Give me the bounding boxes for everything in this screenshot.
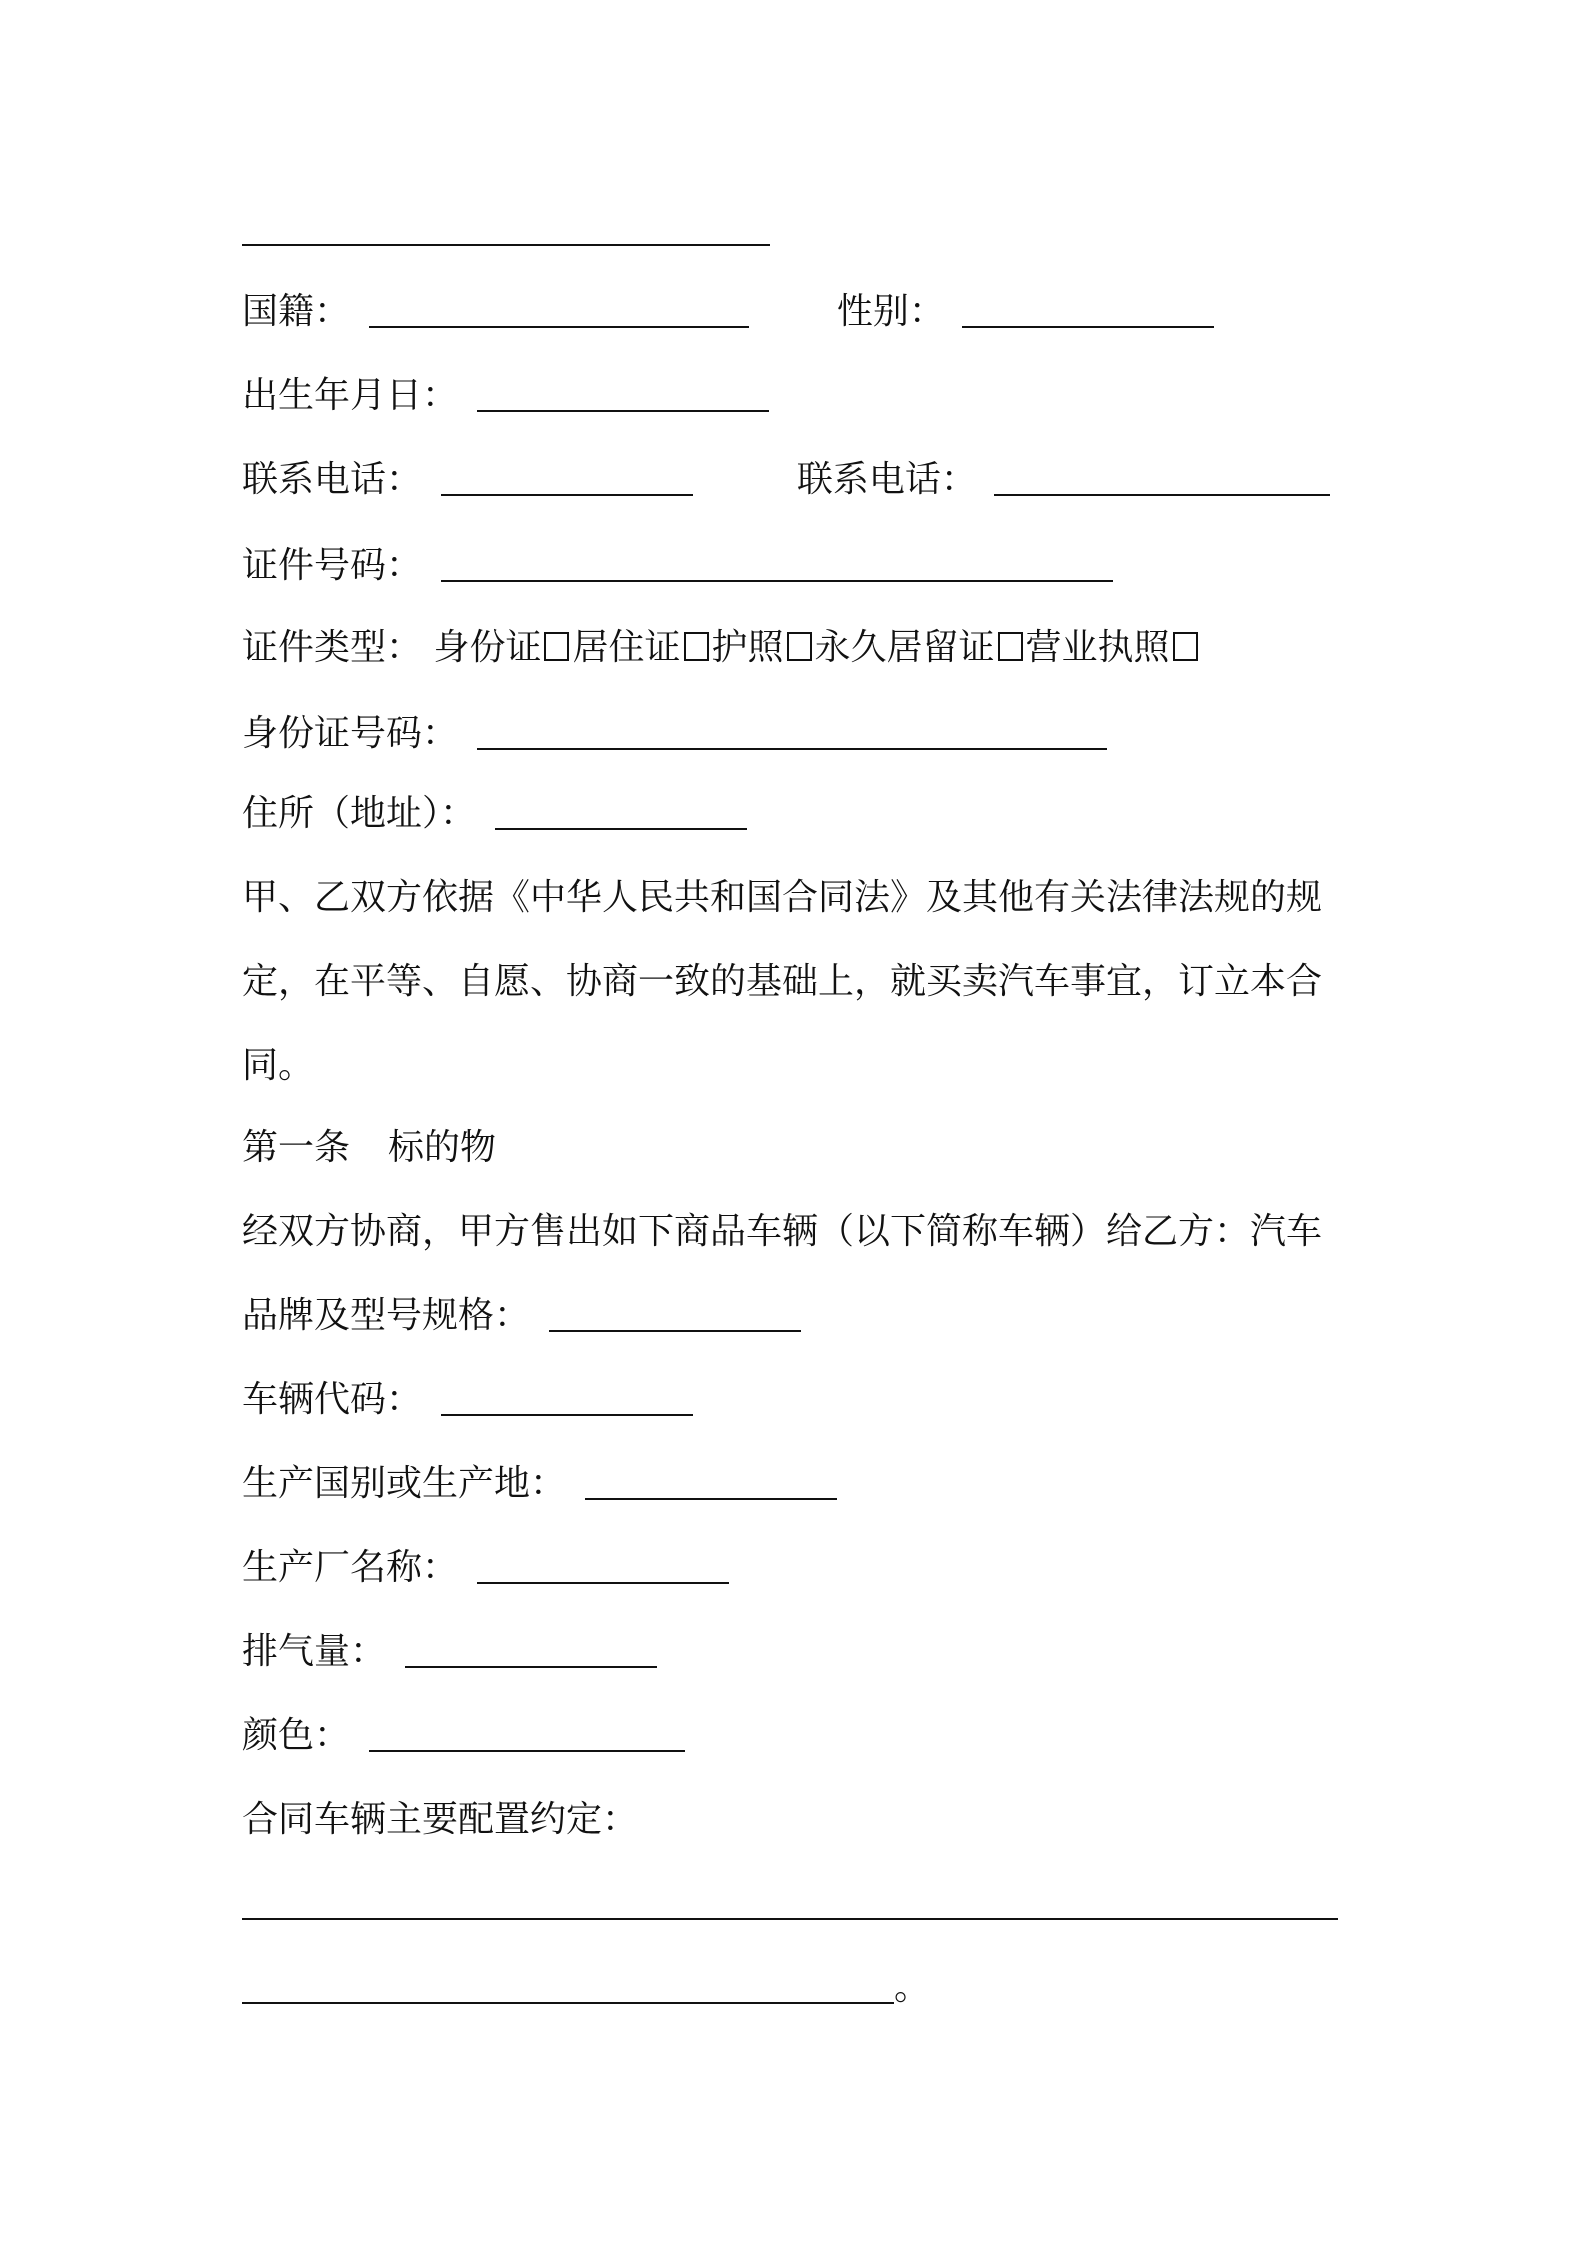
id-type-row	[242, 626, 1201, 670]
phone-label-1: 联系电话：	[242, 459, 423, 500]
id-type-option-permanent: 永久居留证	[814, 627, 995, 668]
phone-label-2: 联系电话：	[796, 459, 977, 500]
brand-label: 品牌及型号规格：	[242, 1295, 531, 1336]
config-row	[242, 1798, 638, 1842]
nationality-field[interactable]	[369, 290, 749, 328]
displacement-row	[242, 1630, 657, 1674]
article1-number: 第一条	[242, 1127, 351, 1168]
displacement-field[interactable]	[405, 1630, 657, 1668]
color-row	[242, 1714, 685, 1758]
checkbox-id-card[interactable]	[544, 632, 569, 661]
maker-field[interactable]	[477, 1546, 729, 1584]
origin-field[interactable]	[585, 1462, 837, 1500]
preamble-line-1	[242, 876, 1322, 920]
article1-intro	[242, 1210, 1322, 1254]
birthdate-field[interactable]	[477, 374, 769, 412]
brand-row	[242, 1294, 801, 1338]
id-number-field[interactable]	[441, 544, 1113, 582]
config-blank-line-1	[242, 1882, 1338, 1926]
origin-row	[242, 1462, 837, 1506]
color-label: 颜色：	[242, 1715, 351, 1756]
gender-label: 性别：	[836, 291, 945, 332]
vin-field[interactable]	[441, 1378, 693, 1416]
brand-field[interactable]	[549, 1294, 801, 1332]
config-blank-line-2	[242, 1966, 930, 2010]
preamble-text-1: 甲、乙双方依据《中华人民共和国合同法》及其他有关法律法规的规	[242, 877, 1323, 918]
origin-label: 生产国别或生产地：	[242, 1463, 567, 1504]
checkbox-passport[interactable]	[787, 632, 812, 661]
id-number-row	[242, 544, 1113, 588]
phone-field-2[interactable]	[994, 458, 1330, 496]
address-label: 住所（地址）：	[242, 793, 477, 834]
id-card-field[interactable]	[477, 712, 1107, 750]
id-number-label: 证件号码：	[242, 545, 423, 586]
preamble-text-3: 同。	[242, 1045, 315, 1086]
preamble-line-2	[242, 960, 1322, 1004]
config-field-2[interactable]	[242, 1966, 894, 2004]
article1-title: 标的物	[388, 1127, 497, 1168]
id-type-option-license: 营业执照	[1025, 627, 1170, 668]
phone-row	[242, 458, 1330, 502]
nationality-gender-row	[242, 290, 1214, 334]
preamble-line-3	[242, 1044, 314, 1088]
maker-label: 生产厂名称：	[242, 1547, 459, 1588]
color-field[interactable]	[369, 1714, 685, 1752]
vin-label: 车辆代码：	[242, 1379, 423, 1420]
nationality-label: 国籍：	[242, 291, 351, 332]
displacement-label: 排气量：	[242, 1631, 387, 1672]
address-row	[242, 792, 747, 836]
config-field-1[interactable]	[242, 1882, 1338, 1920]
vin-row	[242, 1378, 693, 1422]
birthdate-row	[242, 374, 769, 418]
checkbox-business-license[interactable]	[1173, 632, 1198, 661]
birthdate-label: 出生年月日：	[242, 375, 459, 416]
checkbox-residence-permit[interactable]	[684, 632, 709, 661]
phone-field-1[interactable]	[441, 458, 693, 496]
config-end-mark: 。	[894, 1967, 931, 2008]
id-type-option-passport: 护照	[711, 627, 784, 668]
checkbox-permanent-residence[interactable]	[998, 632, 1023, 661]
blank-line-top	[242, 208, 770, 252]
article1-intro-text: 经双方协商，甲方售出如下商品车辆（以下简称车辆）给乙方：汽车	[242, 1211, 1323, 1252]
gender-field[interactable]	[962, 290, 1214, 328]
article1-heading	[242, 1126, 496, 1170]
blank-field[interactable]	[242, 208, 770, 246]
id-card-label: 身份证号码：	[242, 713, 459, 754]
id-type-option-residence: 居住证	[572, 627, 681, 668]
maker-row	[242, 1546, 729, 1590]
id-card-row	[242, 712, 1107, 756]
config-label: 合同车辆主要配置约定：	[242, 1799, 639, 1840]
id-type-label: 证件类型：	[242, 627, 423, 668]
id-type-option-id-card: 身份证	[433, 627, 542, 668]
address-field[interactable]	[495, 792, 747, 830]
preamble-text-2: 定，在平等、自愿、协商一致的基础上，就买卖汽车事宜，订立本合	[242, 961, 1323, 1002]
